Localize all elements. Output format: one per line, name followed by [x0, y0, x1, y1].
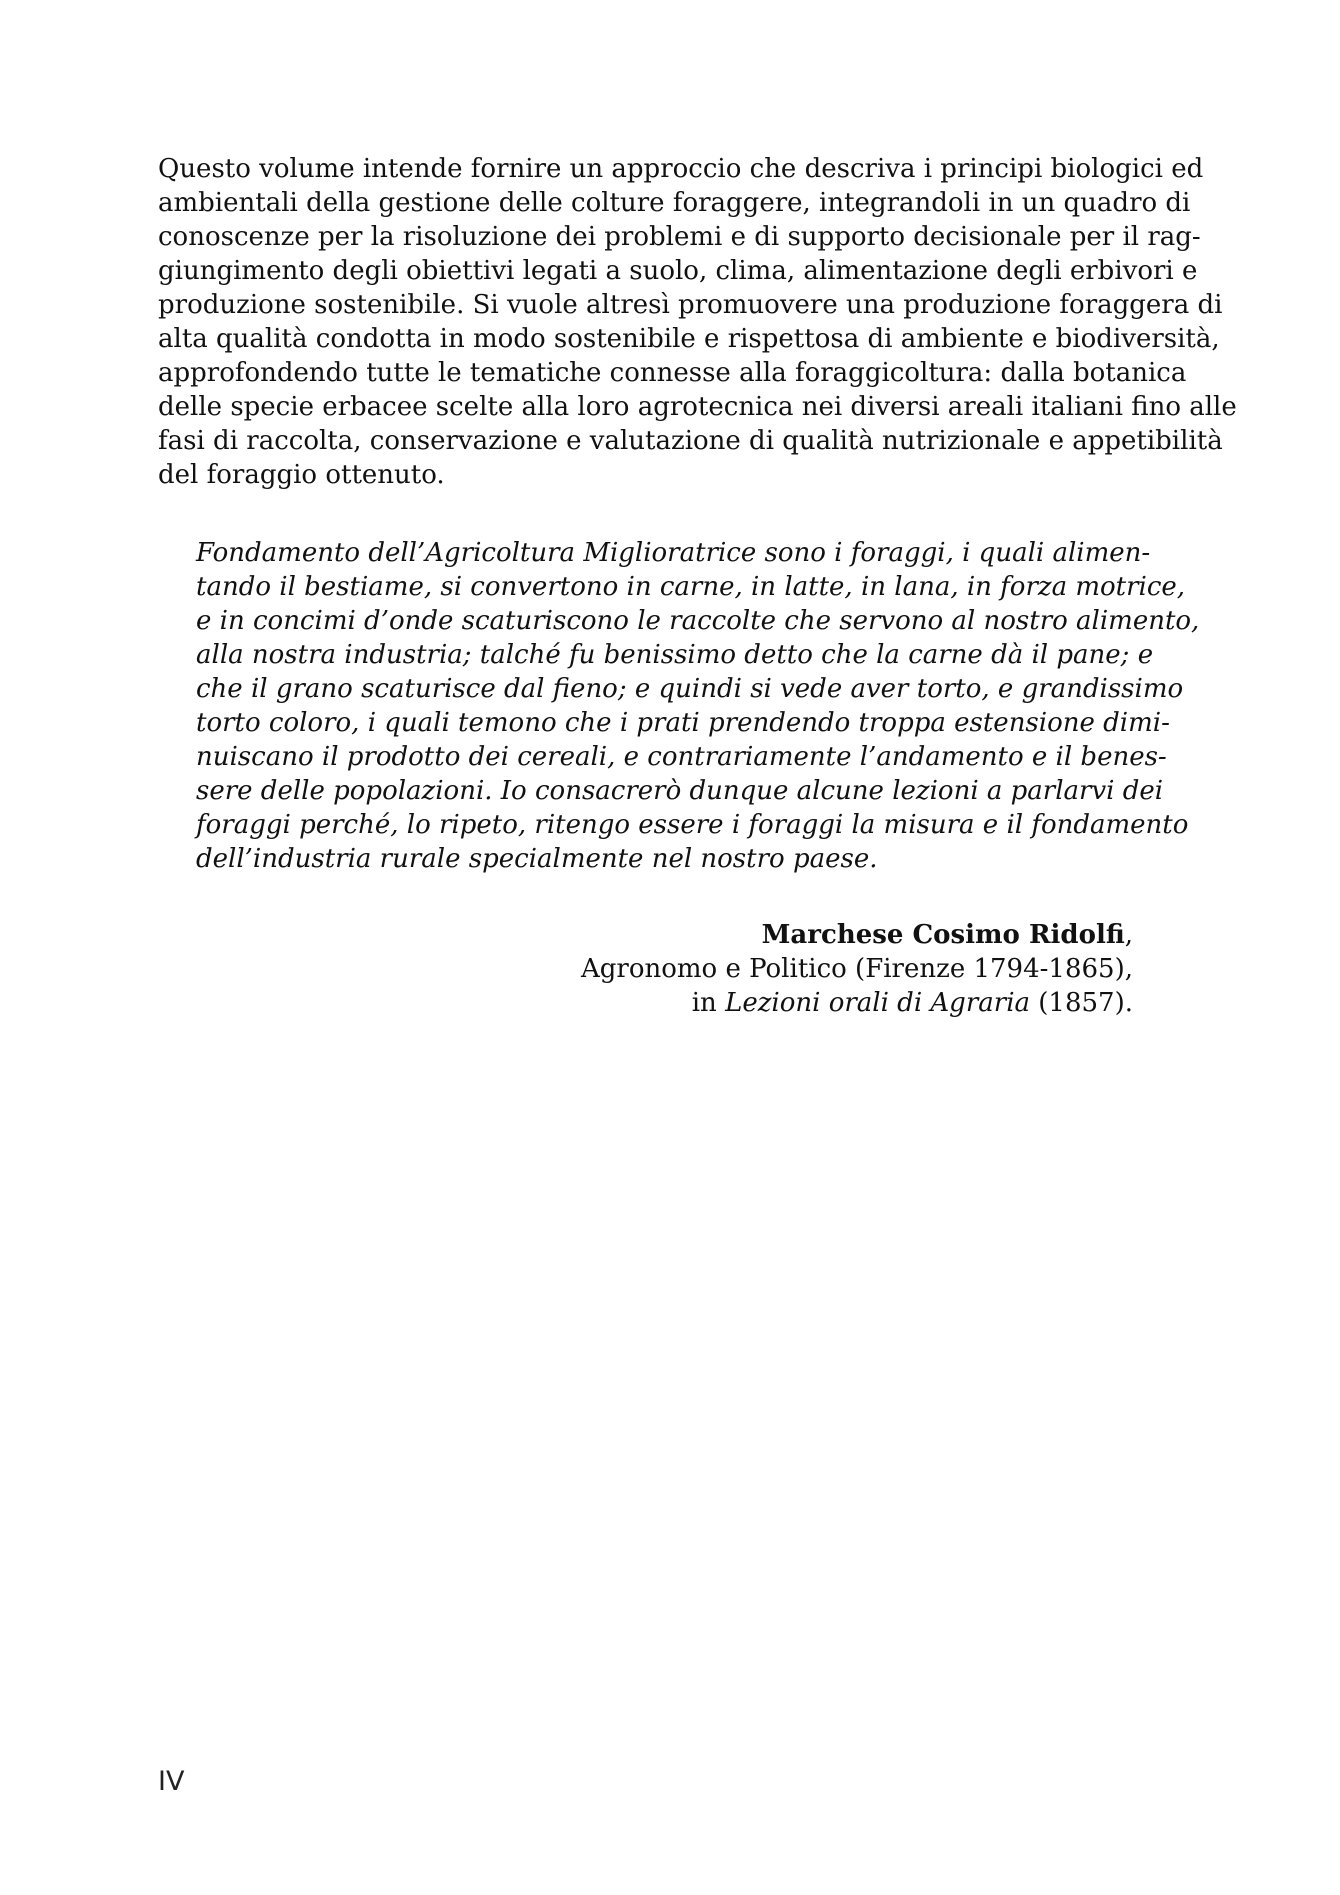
quote-attribution [581, 918, 1133, 1020]
intro-line: produzione sostenibile. Si vuole altresì promuovere una produzione foraggera di [158, 290, 1223, 320]
quote-line: che il grano scaturisce dal fieno; e quindi si vede aver torto, e grandissimo [196, 674, 1184, 704]
author-name-suffix: , [1124, 920, 1133, 950]
quote-line: e in concimi d’onde scaturiscono le raccolte che servono al nostro alimento, [196, 606, 1200, 636]
intro-line: giungimento degli obiettivi legati a suolo, clima, alimentazione degli erbivori e [158, 256, 1198, 286]
attribution-name-line [581, 918, 1133, 952]
author-role: Agronomo e Politico (Firenze 1794-1865), [580, 954, 1133, 984]
quote-line: nuiscano il prodotto dei cereali, e contrariamente l’andamento e il benes- [196, 742, 1167, 772]
quote-line: sere delle popolazioni. Io consacrerò dunque alcune lezioni a parlarvi dei [196, 776, 1164, 806]
quote-line: dell’industria rurale specialmente nel nostro paese. [196, 844, 878, 874]
quote-line: tando il bestiame, si convertono in carne, in latte, in lana, in forza motrice, [196, 572, 1186, 602]
intro-line: delle specie erbacee scelte alla loro agrotecnica nei diversi areali italiani fino alle [158, 392, 1237, 422]
source-suffix: (1857). [1030, 988, 1133, 1018]
intro-line: Questo volume intende fornire un approccio che descriva i principi biologici ed [158, 154, 1204, 184]
intro-line: ambientali della gestione delle colture foraggere, integrandoli in un quadro di [158, 188, 1191, 218]
intro-line: fasi di raccolta, conservazione e valutazione di qualità nutrizionale e appetibilità [158, 426, 1223, 456]
intro-line: del foraggio ottenuto. [158, 460, 445, 490]
page-number: IV [158, 1766, 185, 1797]
intro-line: approfondendo tutte le tematiche connesse alla foraggicoltura: dalla botanica [158, 358, 1187, 388]
intro-line: conoscenze per la risoluzione dei problemi e di supporto decisionale per il rag- [158, 222, 1201, 252]
quote-line: alla nostra industria; talché fu benissimo detto che la carne dà il pane; e [196, 640, 1154, 670]
source-prefix: in [691, 988, 726, 1018]
quote-line: foraggi perché, lo ripeto, ritengo essere i foraggi la misura e il fondamento [196, 810, 1189, 840]
author-name: Marchese Cosimo Ridolfi [761, 920, 1125, 950]
intro-line: alta qualità condotta in modo sostenibile e rispettosa di ambiente e biodiversità, [158, 324, 1220, 354]
quote-line: torto coloro, i quali temono che i prati prendendo troppa estensione dimi- [196, 708, 1170, 738]
source-line [581, 986, 1133, 1020]
quote-line: Fondamento dell’Agricoltura Miglioratrice sono i foraggi, i quali alimen- [196, 538, 1151, 568]
source-title: Lezioni orali di Agraria [725, 988, 1031, 1018]
